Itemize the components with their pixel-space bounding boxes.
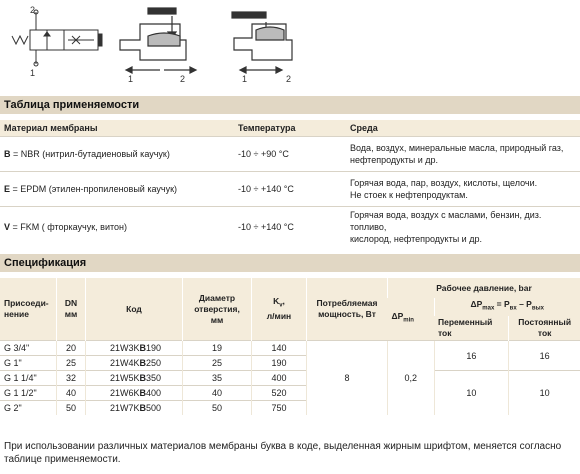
material-name: = NBR (нитрил-бутадиеновый каучук) xyxy=(10,149,170,159)
ac-pressure-top: 16 xyxy=(434,341,509,371)
table-row xyxy=(0,137,580,172)
col-temperature: Температура xyxy=(208,120,346,137)
temperature-range: -10 ÷ +140 °C xyxy=(208,172,346,207)
dc-pressure-bottom: 10 xyxy=(509,371,580,416)
media-line: Вода, воздух, минеральные масла, природный газ, xyxy=(350,143,564,153)
table-row xyxy=(0,207,580,248)
section2-port-1: 1 xyxy=(242,74,248,84)
spec-table xyxy=(0,278,580,415)
col-material: Материал мембраны xyxy=(0,120,208,137)
media-line: Горячая вода, воздух с маслами, бензин, диз. топливо, xyxy=(350,210,542,232)
dpmin-value: 0,2 xyxy=(388,341,435,416)
material-code: B xyxy=(4,149,11,159)
col-orifice: Диаметр отверстия, мм xyxy=(183,278,252,341)
valve-diagrams xyxy=(0,0,580,88)
table-row: G 3/4" 20 21W3KB190 19 140 8 0,2 16 16 xyxy=(0,341,580,356)
applicability-table xyxy=(0,120,580,247)
section1-port-1: 1 xyxy=(128,74,134,84)
applicability-title: Таблица применяемости xyxy=(0,96,580,114)
media-line: Не стоек к нефтепродуктам. xyxy=(350,190,468,200)
table-row: G 1" 25 21W4KB250 25 190 xyxy=(0,356,580,371)
media-line: Горячая вода, пар, воздух, кислоты, щелочи. xyxy=(350,178,538,188)
col-dc: Постоянный ток xyxy=(509,316,580,341)
col-ac: Переменный ток xyxy=(434,316,509,341)
section2-port-2: 2 xyxy=(286,74,292,84)
valve-section-open-icon xyxy=(232,12,292,73)
spec-title: Спецификация xyxy=(0,254,580,272)
section1-port-2: 2 xyxy=(180,74,186,84)
media-line: нефтепродукты и др. xyxy=(350,155,439,165)
col-kv: $K_v$, л/мин xyxy=(252,278,307,341)
valve-section-closed-icon xyxy=(120,8,196,73)
footnote: При использовании различных материалов мембраны буква в коде, выделенная жирным шрифтом, меняется согласно таблице применяемости. xyxy=(4,441,562,465)
material-code: E xyxy=(4,184,11,194)
valve-symbol-icon xyxy=(12,10,102,66)
table-row xyxy=(0,172,580,207)
col-connection: Присоеди- нение xyxy=(0,278,57,341)
power-value: 8 xyxy=(307,341,388,416)
col-code: Код xyxy=(86,278,183,341)
table-row: G 1 1/2" 40 21W6KB400 40 520 xyxy=(0,386,580,401)
symbol-port-2: 2 xyxy=(30,5,36,15)
symbol-port-1: 1 xyxy=(30,68,36,78)
col-media: Среда xyxy=(346,120,580,137)
material-name: = EPDM (этилен-пропиленовый каучук) xyxy=(10,184,177,194)
col-dpmin: $\Delta P_{min}$ xyxy=(388,298,435,341)
table-row: G 2" 50 21W7KB500 50 750 xyxy=(0,401,580,416)
col-dpmax: $\Delta P_{max} = P_{вх} - P_{вых}$ xyxy=(434,298,580,316)
col-power: Потребляемая мощность, Вт xyxy=(307,278,388,341)
dc-pressure-top: 16 xyxy=(509,341,580,371)
media-line: кислород, нефтепродукты и др. xyxy=(350,234,482,244)
temperature-range: -10 ÷ +140 °C xyxy=(208,207,346,248)
temperature-range: -10 ÷ +90 °C xyxy=(208,137,346,172)
material-code: V xyxy=(4,222,11,232)
table-row: G 1 1/4" 32 21W5KB350 35 400 10 10 xyxy=(0,371,580,386)
col-dn: DN мм xyxy=(57,278,86,341)
col-pressure: Рабочее давление, bar xyxy=(388,278,580,298)
material-name: = FKM ( фторкаучук, витон) xyxy=(10,222,127,232)
ac-pressure-bottom: 10 xyxy=(434,371,509,416)
